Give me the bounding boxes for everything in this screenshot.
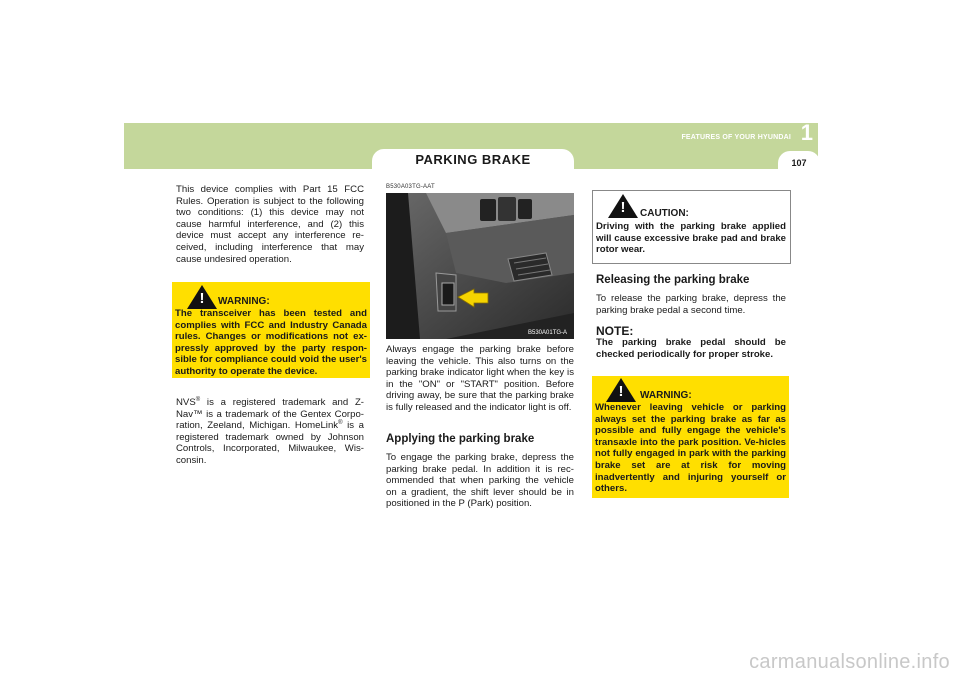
- parking-brake-figure: [386, 193, 574, 339]
- parking-brake-intro: Always engage the parking brake before leaving the vehicle. This also turns on the parking brake indicator light when the key is in the "ON" or "START" position. Before driving away, be sure that the parking brake is fully released and the indicator light is off.: [386, 344, 574, 413]
- warning-text: Whenever leaving vehicle or parking always set the parking brake as far as possible and fully engage the vehicle's transaxle into the park position. Ve-hicles not fully engaged in park with the parking brake set are at risk for moving inadvertently and injuring yourself or others.: [595, 402, 786, 495]
- warning-box-right: [592, 376, 789, 498]
- applying-heading: Applying the parking brake: [386, 433, 535, 445]
- trademark-nvs: NVS: [176, 397, 196, 408]
- trademark-part1: is a registered trademark and Z-Nav™ is a trademark of the Gentex Corpo-ration, Zeeland, Michigan. HomeLink: [176, 397, 364, 432]
- applying-text: To engage the parking brake, depress the parking brake pedal. In addition it is rec-ommended that when parking the vehicle on a gradient, the shift lever should be in positioned in the P (Park) position.: [386, 452, 574, 510]
- caution-label: CAUTION:: [640, 208, 689, 219]
- trademark-part2: is a registered trademark owned by Johnson Controls, Incorporated, Milwaukee, Wis-consin.: [176, 420, 364, 466]
- registered-mark: ®: [338, 420, 343, 426]
- registered-mark: ®: [195, 396, 201, 403]
- releasing-heading: Releasing the parking brake: [596, 274, 750, 286]
- figure-code-top: B530A03TG-AAT: [386, 184, 435, 190]
- releasing-text: To release the parking brake, depress the parking brake pedal a second time.: [596, 293, 786, 316]
- alert-triangle-icon: !: [187, 285, 217, 309]
- alert-triangle-icon: !: [606, 378, 636, 402]
- page-number: 107: [778, 151, 820, 175]
- caution-text: Driving with the parking brake applied will cause excessive brake pad and brake rotor wear.: [596, 221, 786, 256]
- section-title: PARKING BRAKE: [415, 152, 531, 167]
- parking-brake-illustration: [386, 193, 574, 339]
- figure-code-bottom: B530A01TG-A: [528, 330, 568, 336]
- warning-text: The transceiver has been tested and complies with FCC and Industry Canada rules. Changes or modifications not ex-pressly approved by the party respon-sible for compliance could void the user's authority to operate the device.: [175, 308, 367, 377]
- watermark: carmanualsonline.info: [749, 651, 950, 673]
- warning-label: WARNING:: [640, 390, 692, 401]
- warning-label: WARNING:: [218, 296, 270, 307]
- note-label: NOTE:: [596, 324, 634, 338]
- fcc-compliance-text: This device complies with Part 15 FCC Rules. Operation is subject to the following two conditions: (1) this device may not cause harmful interference, and (2) this device must accept any interference re-ceived, including interference that may cause undesired operation.: [176, 184, 364, 265]
- chapter-number: 1: [800, 120, 813, 145]
- caution-box: [592, 190, 791, 264]
- chapter-title: FEATURES OF YOUR HYUNDAI: [681, 134, 791, 141]
- warning-box-left: [172, 282, 370, 378]
- note-text: The parking brake pedal should be checked periodically for proper stroke.: [596, 337, 786, 360]
- trademark-text: [176, 397, 364, 467]
- alert-triangle-icon: !: [608, 194, 638, 218]
